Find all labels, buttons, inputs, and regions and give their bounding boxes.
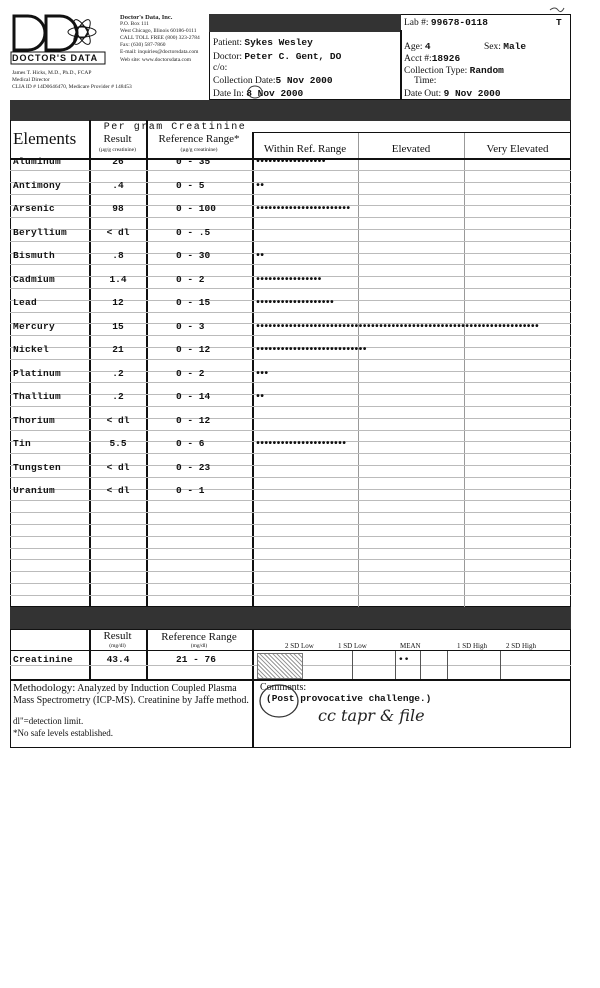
- level-dots: ••: [255, 180, 264, 192]
- row-line: [10, 512, 571, 513]
- element-range: 0 - 30: [176, 250, 211, 261]
- element-name: Tungsten: [13, 461, 62, 473]
- comments-text: (Post provocative challenge.): [266, 693, 432, 704]
- element-name: Mercury: [13, 320, 56, 332]
- scale-2sd-low: 2 SD Low: [285, 642, 314, 650]
- director-line: CLIA ID # 14D0646470, Medicare Provider # 148453: [12, 84, 132, 91]
- level-dots: ••••••••••••••••••••••: [255, 439, 346, 450]
- result-units: (µg/g creatinine): [99, 147, 136, 153]
- scale-1sd-high: 1 SD High: [457, 642, 487, 650]
- date-out-field: Date Out: 9 Nov 2000: [404, 88, 501, 99]
- level-dots: •••••••••••••••••••: [255, 298, 333, 309]
- element-result: 98: [112, 203, 124, 214]
- director-line: James T. Hicks, M.D., Ph.D., FCAP: [12, 70, 92, 76]
- element-result: < dl: [106, 226, 130, 238]
- element-name: Nickel: [13, 344, 50, 355]
- creatinine-bottom-line: [10, 679, 571, 681]
- element-range: 0 - 2: [176, 367, 205, 379]
- element-range: 0 - 14: [176, 391, 211, 402]
- col-divider: [252, 629, 254, 748]
- scale-tick: [447, 651, 448, 679]
- address-line: West Chicago, Illinois 60186-0111: [120, 28, 197, 35]
- element-name: Arsenic: [13, 203, 56, 214]
- handwritten-circle: [258, 682, 302, 720]
- element-result: 15: [112, 320, 124, 332]
- reference-header: Reference Range*: [158, 133, 240, 145]
- element-range: 0 - 15: [176, 297, 211, 308]
- element-name: Aluminum: [13, 156, 62, 167]
- row-line: [10, 453, 571, 454]
- comments-label: Comments:: [260, 682, 307, 693]
- element-result: 1.4: [109, 273, 127, 285]
- level-dots: ••: [255, 251, 264, 262]
- low-shaded-region: [257, 653, 303, 679]
- patient-field: Patient: Sykes Wesley: [213, 37, 313, 48]
- element-range: 0 - 5: [176, 179, 205, 191]
- element-result: 12: [112, 297, 124, 308]
- element-range: 0 - 6: [176, 438, 205, 449]
- acct-field: Acct #:18926: [404, 53, 461, 64]
- age-field: Age: 4: [404, 41, 431, 52]
- methodology-text: Analyzed by Induction Coupled Plasma Mass Spectrometry (ICP-MS). Creatinine by Jaffe method.: [13, 683, 249, 706]
- scale-mean: MEAN: [400, 642, 421, 650]
- sex-field: Sex: Male: [484, 41, 527, 52]
- scale-tick: [395, 651, 396, 679]
- lab-number-suffix: T: [556, 17, 562, 28]
- element-range: 0 - 12: [176, 344, 211, 355]
- creatinine-name: Creatinine: [13, 654, 74, 665]
- lab-number-field: Lab #: 99678-0118: [404, 17, 488, 28]
- element-range: 0 - 12: [176, 414, 211, 426]
- doctor-field: Doctor: Peter C. Gent, DO: [213, 51, 342, 62]
- row-line: [10, 170, 571, 171]
- row-line: [10, 312, 571, 313]
- row-line: [10, 583, 571, 584]
- element-name: Beryllium: [13, 226, 68, 238]
- elements-header: Elements: [13, 129, 77, 148]
- scale-tick: [352, 651, 353, 679]
- element-result: .8: [112, 250, 124, 261]
- handwritten-note: cc tapr & file: [318, 706, 425, 725]
- per-gram-header: Per gram Creatinine: [103, 122, 247, 133]
- element-range: 0 - 1: [176, 485, 205, 496]
- date-in-field: Date In: 8 Nov 2000: [213, 88, 304, 99]
- element-range: 0 - 23: [176, 461, 211, 473]
- element-range: 0 - 2: [176, 273, 205, 285]
- level-dots: ••••••••••••••••: [255, 274, 321, 286]
- creatinine-ref-header: Reference Range: [161, 631, 237, 643]
- row-line: [10, 217, 571, 218]
- row-line: [10, 430, 571, 431]
- lab-name: Doctor's Data, Inc.: [120, 14, 173, 21]
- scale-tick: [500, 651, 501, 679]
- creatinine-header-line: [10, 650, 571, 651]
- row-line: [10, 548, 571, 549]
- row-line: [10, 382, 571, 383]
- row-line: [10, 241, 571, 242]
- element-range: 0 - .5: [176, 226, 211, 238]
- time-field: Time:: [414, 76, 437, 86]
- element-result: .4: [112, 179, 124, 191]
- methodology-label: Methodology:: [13, 682, 76, 694]
- element-name: Cadmium: [13, 273, 56, 285]
- address-line: CALL TOLL FREE (800) 323-2784: [120, 35, 200, 42]
- handwritten-circle: [245, 84, 265, 100]
- address-line: Web site: www.doctorsdata.com: [120, 56, 191, 63]
- scale-1sd-low: 1 SD Low: [338, 642, 367, 650]
- row-line: [10, 335, 571, 336]
- level-dots: •••••••••••••••••••••••••••: [255, 345, 366, 356]
- element-result: < dl: [106, 461, 130, 473]
- level-dots: •••••••••••••••••••••••: [255, 204, 350, 215]
- row-line: [10, 194, 571, 195]
- element-result: 5.5: [109, 438, 127, 449]
- element-range: 0 - 35: [176, 156, 211, 167]
- element-result: < dl: [106, 485, 130, 496]
- element-name: Platinum: [13, 367, 62, 379]
- lab-address: [120, 14, 208, 64]
- very-elevated-header: Very Elevated: [486, 143, 549, 155]
- scale-2sd-high: 2 SD High: [506, 642, 536, 650]
- row-line: [10, 536, 571, 537]
- row-line: [10, 406, 571, 407]
- creatinine-range: 21 - 76: [176, 654, 216, 665]
- row-line: [10, 359, 571, 360]
- element-name: Thallium: [13, 391, 62, 402]
- co-field: c/o:: [213, 63, 228, 73]
- element-result: 26: [112, 156, 124, 167]
- element-result: .2: [112, 367, 124, 379]
- row-line: [10, 288, 571, 289]
- level-dots: •••••••••••••••••: [255, 157, 325, 168]
- dl-note: dl"=detection limit.: [13, 716, 84, 726]
- within-range-header: Within Ref. Range: [263, 143, 347, 155]
- element-name: Uranium: [13, 485, 56, 496]
- reference-units: (µg/g creatinine): [180, 147, 218, 153]
- range-top-line: [252, 132, 571, 133]
- creatinine-result-units: (mg/dl): [109, 643, 126, 649]
- scale-tick: [420, 651, 421, 679]
- section-bar-middle: [10, 607, 571, 629]
- logo-text: DOCTOR'S DATA: [12, 53, 99, 63]
- element-name: Thorium: [13, 414, 56, 426]
- element-name: Lead: [13, 297, 38, 308]
- creatinine-result: 43.4: [106, 654, 130, 665]
- row-line: [10, 595, 571, 596]
- result-header: Result: [103, 133, 132, 145]
- row-line: [10, 524, 571, 525]
- element-name: Tin: [13, 438, 32, 449]
- row-line: [10, 264, 571, 265]
- row-line: [10, 477, 571, 478]
- level-dots: ••: [255, 392, 264, 403]
- collection-type-field: Collection Type: Random: [404, 65, 504, 76]
- level-dots: •••: [255, 368, 268, 380]
- creatinine-marker: ••: [398, 654, 410, 665]
- element-result: .2: [112, 391, 124, 402]
- pen-mark: [548, 4, 566, 14]
- section-bar-top: [10, 100, 571, 121]
- director-line: Medical Director: [12, 77, 50, 84]
- level-dots: •••••••••••••••••••••••••••••••••••••••••••••••••••••••••••••••••••••: [255, 321, 538, 333]
- element-name: Antimony: [13, 179, 62, 191]
- element-result: 21: [112, 344, 124, 355]
- creatinine-result-header: Result: [103, 630, 132, 642]
- patient-header-bar: [209, 14, 401, 32]
- methodology-block: [13, 682, 249, 707]
- patient-box-divider: [400, 30, 402, 100]
- address-line: P.O. Box 111: [120, 21, 149, 28]
- element-name: Bismuth: [13, 250, 56, 261]
- safe-levels-note: *No safe levels established.: [13, 728, 113, 738]
- element-range: 0 - 3: [176, 320, 205, 332]
- element-range: 0 - 100: [176, 203, 216, 214]
- elevated-header: Elevated: [391, 143, 431, 155]
- element-result: < dl: [106, 414, 130, 426]
- address-line: E-mail: inquiries@doctorsdata.com: [120, 49, 199, 56]
- row-line: [10, 571, 571, 572]
- row-line: [10, 559, 571, 560]
- row-line: [10, 500, 571, 501]
- creatinine-ref-units: (mg/dl): [190, 643, 208, 649]
- director-block: [12, 70, 202, 91]
- address-line: Fax: (630) 587-7860: [120, 42, 166, 49]
- collection-date-field: Collection Date:5 Nov 2000: [213, 75, 333, 86]
